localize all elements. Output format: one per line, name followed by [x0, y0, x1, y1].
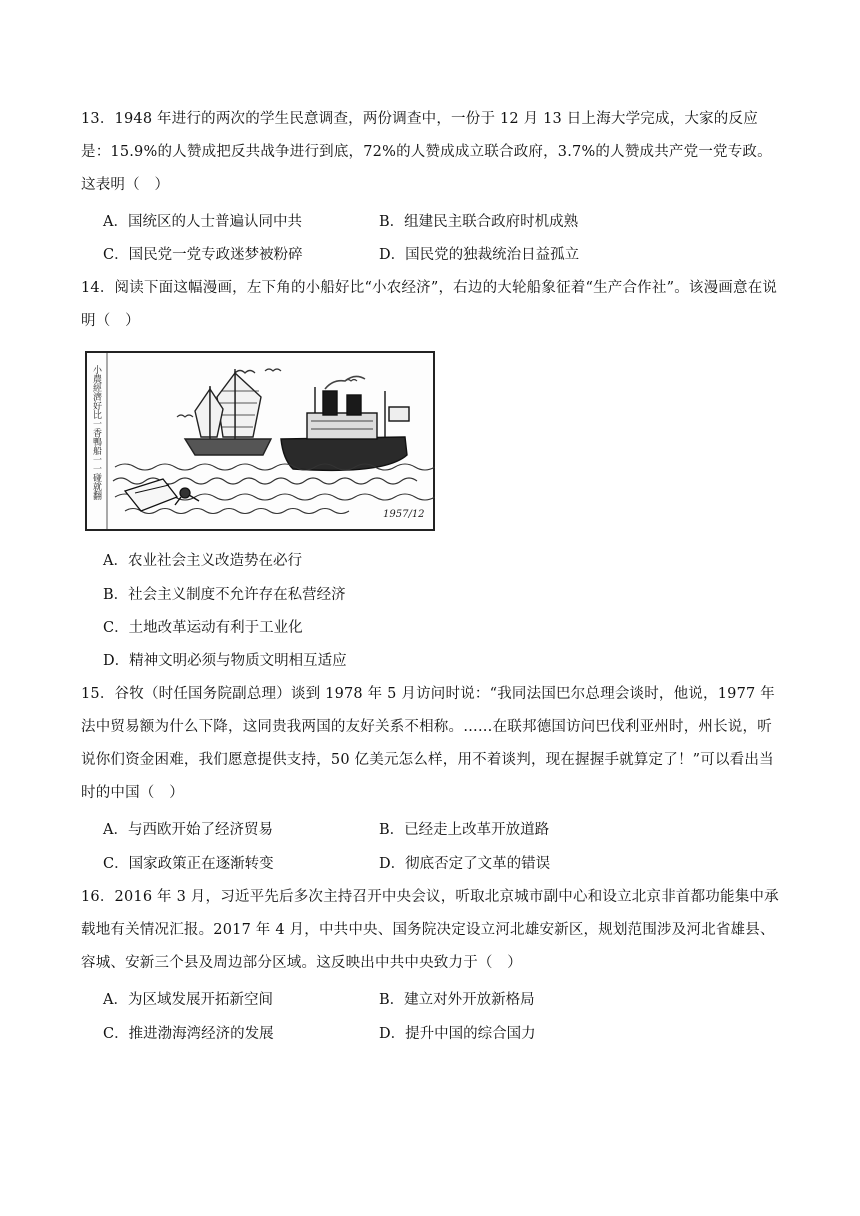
question-15-option-b: B．已经走上改革开放道路 — [379, 822, 550, 838]
question-14-option-d: D．精神文明必须与物质文明相互适应 — [103, 653, 347, 669]
cartoon-image — [85, 351, 435, 531]
question-13-option-c: C．国民党一党专政迷梦被粉碎 — [103, 247, 303, 263]
question-14-option-b: B．社会主义制度不允许存在私营经济 — [103, 587, 346, 603]
question-14-option-c: C．土地改革运动有利于工业化 — [103, 620, 303, 636]
question-16-option-b: B．建立对外开放新格局 — [379, 992, 535, 1008]
cartoon-side-caption: 小農經濟好比一香鴨船一一碰就翻 — [91, 365, 101, 500]
question-15-option-a: A．与西欧开始了经济贸易 — [103, 822, 273, 838]
cartoon-date-stamp: 1957/12 — [383, 509, 425, 520]
question-16-option-c: C．推进渤海湾经济的发展 — [103, 1026, 274, 1042]
question-14-option-a: A．农业社会主义改造势在必行 — [103, 553, 302, 569]
question-15-option-c: C．国家政策正在逐渐转变 — [103, 856, 274, 872]
question-16-stem: 16．2016 年 3 月，习近平先后多次主持召开中央会议，听取北京城市副中心和设立北京非首都功能集中承载地有关情况汇报。2017 年 4 月，中共中央、国务院决定设立河北雄安新区，规划范围涉及河北省雄县、容城、安新三个县及周边部分区域。这反映出中共中央致力于（ ） — [81, 889, 779, 971]
question-13-option-d: D．国民党的独裁统治日益孤立 — [379, 247, 580, 263]
question-16-option-d: D．提升中国的综合国力 — [379, 1026, 536, 1042]
question-16-option-a: A．为区域发展开拓新空间 — [103, 992, 273, 1008]
question-15-stem: 15．谷牧（时任国务院副总理）谈到 1978 年 5 月访问时说：“我同法国巴尔总理会谈时，他说，1977 年法中贸易额为什么下降，这同贵我两国的友好关系不相称。……在联邦德国访问巴伐利亚州时，州长说，听说你们资金困难，我们愿意提供支持，50 亿美元怎么样，用不着谈判，现在握握手就算定了！”可以看出当时的中国（ ） — [81, 686, 775, 801]
question-15-option-d: D．彻底否定了文革的错误 — [379, 856, 551, 872]
question-13-option-b: B．组建民主联合政府时机成熟 — [379, 214, 579, 230]
question-13-option-a: A．国统区的人士普遍认同中共 — [103, 214, 302, 230]
question-13-stem: 13．1948 年进行的两次的学生民意调查，两份调查中，一份于 12 月 13 日上海大学完成，大家的反应是：15.9%的人赞成把反共战争进行到底，72%的人赞成成立联合政府，3.7%的人赞成共产党一党专政。这表明（ ） — [81, 111, 772, 193]
question-14-stem: 14．阅读下面这幅漫画，左下角的小船好比“小农经济”，右边的大轮船象征着“生产合作社”。该漫画意在说明（ ） — [81, 280, 778, 329]
